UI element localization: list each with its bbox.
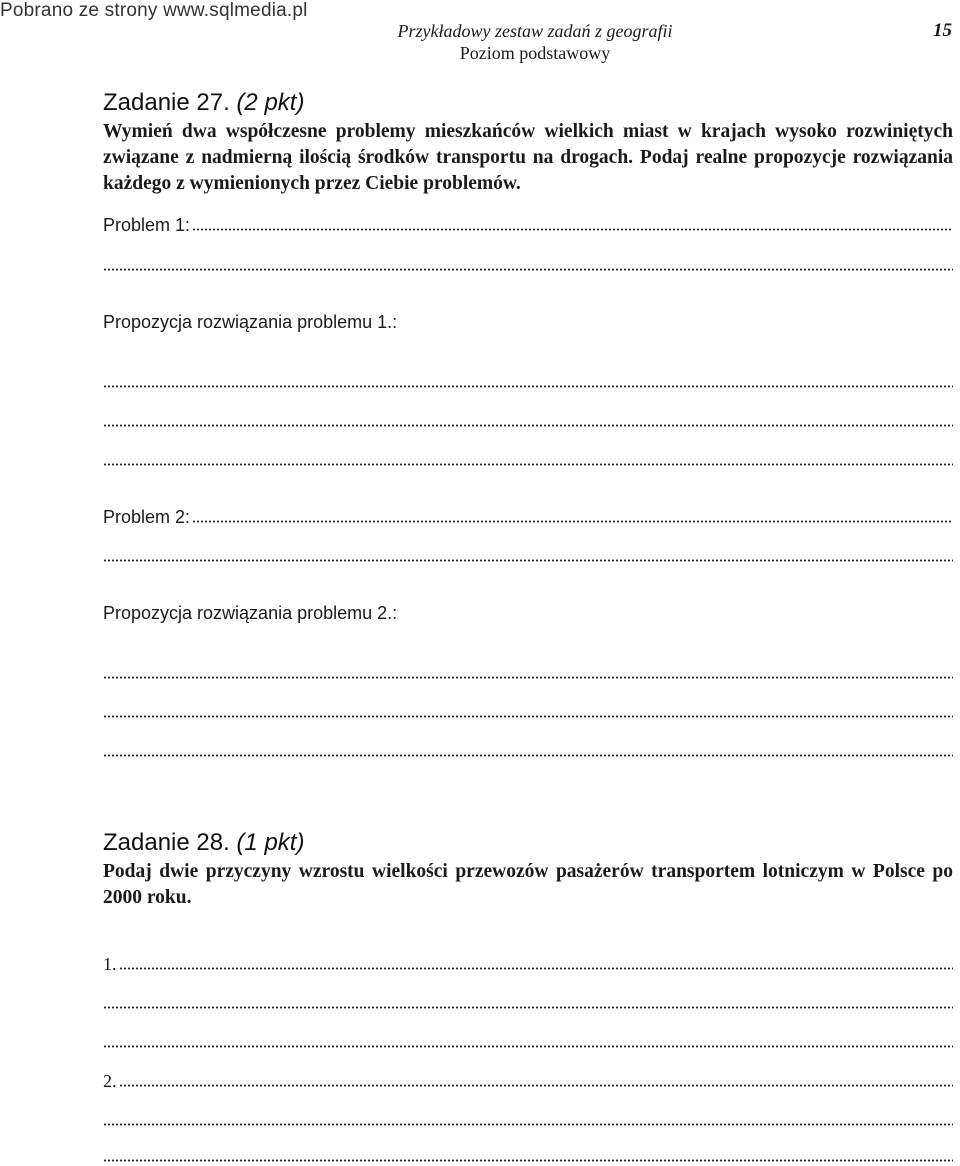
problem-1-answer-line[interactable] bbox=[103, 215, 953, 235]
answer-2-line[interactable] bbox=[103, 1071, 953, 1091]
answer-dots bbox=[103, 1006, 953, 1009]
task-27-points: (2 pkt) bbox=[236, 89, 305, 116]
answer-dots bbox=[103, 754, 953, 757]
answer-dots bbox=[103, 715, 953, 718]
task-27-title bbox=[103, 89, 304, 117]
problem-1-answer-line[interactable] bbox=[103, 255, 953, 275]
solution-1-label: Propozycja rozwiązania problemu 1.: bbox=[103, 312, 398, 332]
task-28-title bbox=[103, 829, 304, 857]
header-subject: Przykładowy zestaw zadań z geografii bbox=[397, 21, 673, 41]
page-header bbox=[385, 20, 685, 64]
problem-2-answer-line[interactable] bbox=[103, 546, 953, 566]
answer-dots bbox=[103, 1159, 953, 1162]
solution-2-answer-line[interactable] bbox=[103, 741, 953, 761]
answer-dots bbox=[103, 424, 953, 427]
solution-2-label: Propozycja rozwiązania problemu 2.: bbox=[103, 603, 398, 623]
header-level: Poziom podstawowy bbox=[459, 43, 611, 63]
solution-1-answer-line[interactable] bbox=[103, 411, 953, 431]
solution-2-answer-line[interactable] bbox=[103, 702, 953, 722]
answer-dots bbox=[192, 520, 953, 523]
answer-1-line[interactable] bbox=[103, 954, 953, 974]
answer-dots bbox=[119, 1084, 954, 1087]
task-27-question: Wymień dwa współczesne problemy mieszkańców wielkich miast w krajach wysoko rozwiniętych związane z nadmierną ilością środków transportu na drogach. Podaj realne propozycje rozwiązania każdego z wymienionych przez Ciebie problemów. bbox=[103, 121, 953, 194]
answer-dots bbox=[103, 385, 953, 388]
answer-1-line[interactable] bbox=[103, 1032, 953, 1052]
answer-2-label: 2. bbox=[103, 1071, 117, 1091]
task-28-points: (1 pkt) bbox=[236, 829, 305, 856]
task-27-number: Zadanie 27. bbox=[103, 89, 230, 116]
answer-dots bbox=[103, 559, 953, 562]
answer-dots bbox=[103, 463, 953, 466]
answer-1-line[interactable] bbox=[103, 993, 953, 1013]
problem-2-answer-line[interactable] bbox=[103, 507, 953, 527]
solution-1-answer-line[interactable] bbox=[103, 450, 953, 470]
answer-dots bbox=[103, 676, 953, 679]
answer-dots bbox=[192, 228, 953, 231]
problem-2-label: Problem 2: bbox=[103, 507, 191, 527]
task-28-question: Podaj dwie przyczyny wzrostu wielkości przewozów pasażerów transportem lotniczym w Polsce po 2000 roku. bbox=[103, 861, 953, 908]
watermark-text: Pobrano ze strony www.sqlmedia.pl bbox=[0, 0, 308, 21]
answer-dots bbox=[103, 1045, 953, 1048]
task-28-number: Zadanie 28. bbox=[103, 829, 230, 856]
answer-dots bbox=[103, 1123, 953, 1126]
solution-1-answer-line[interactable] bbox=[103, 372, 953, 392]
solution-2-answer-line[interactable] bbox=[103, 663, 953, 683]
answer-1-label: 1. bbox=[103, 954, 117, 974]
answer-2-line[interactable] bbox=[103, 1110, 953, 1130]
answer-dots bbox=[119, 967, 954, 970]
problem-1-label: Problem 1: bbox=[103, 215, 191, 235]
answer-2-line[interactable] bbox=[103, 1146, 953, 1166]
page-number: 15 bbox=[933, 20, 952, 41]
answer-dots bbox=[103, 268, 953, 271]
